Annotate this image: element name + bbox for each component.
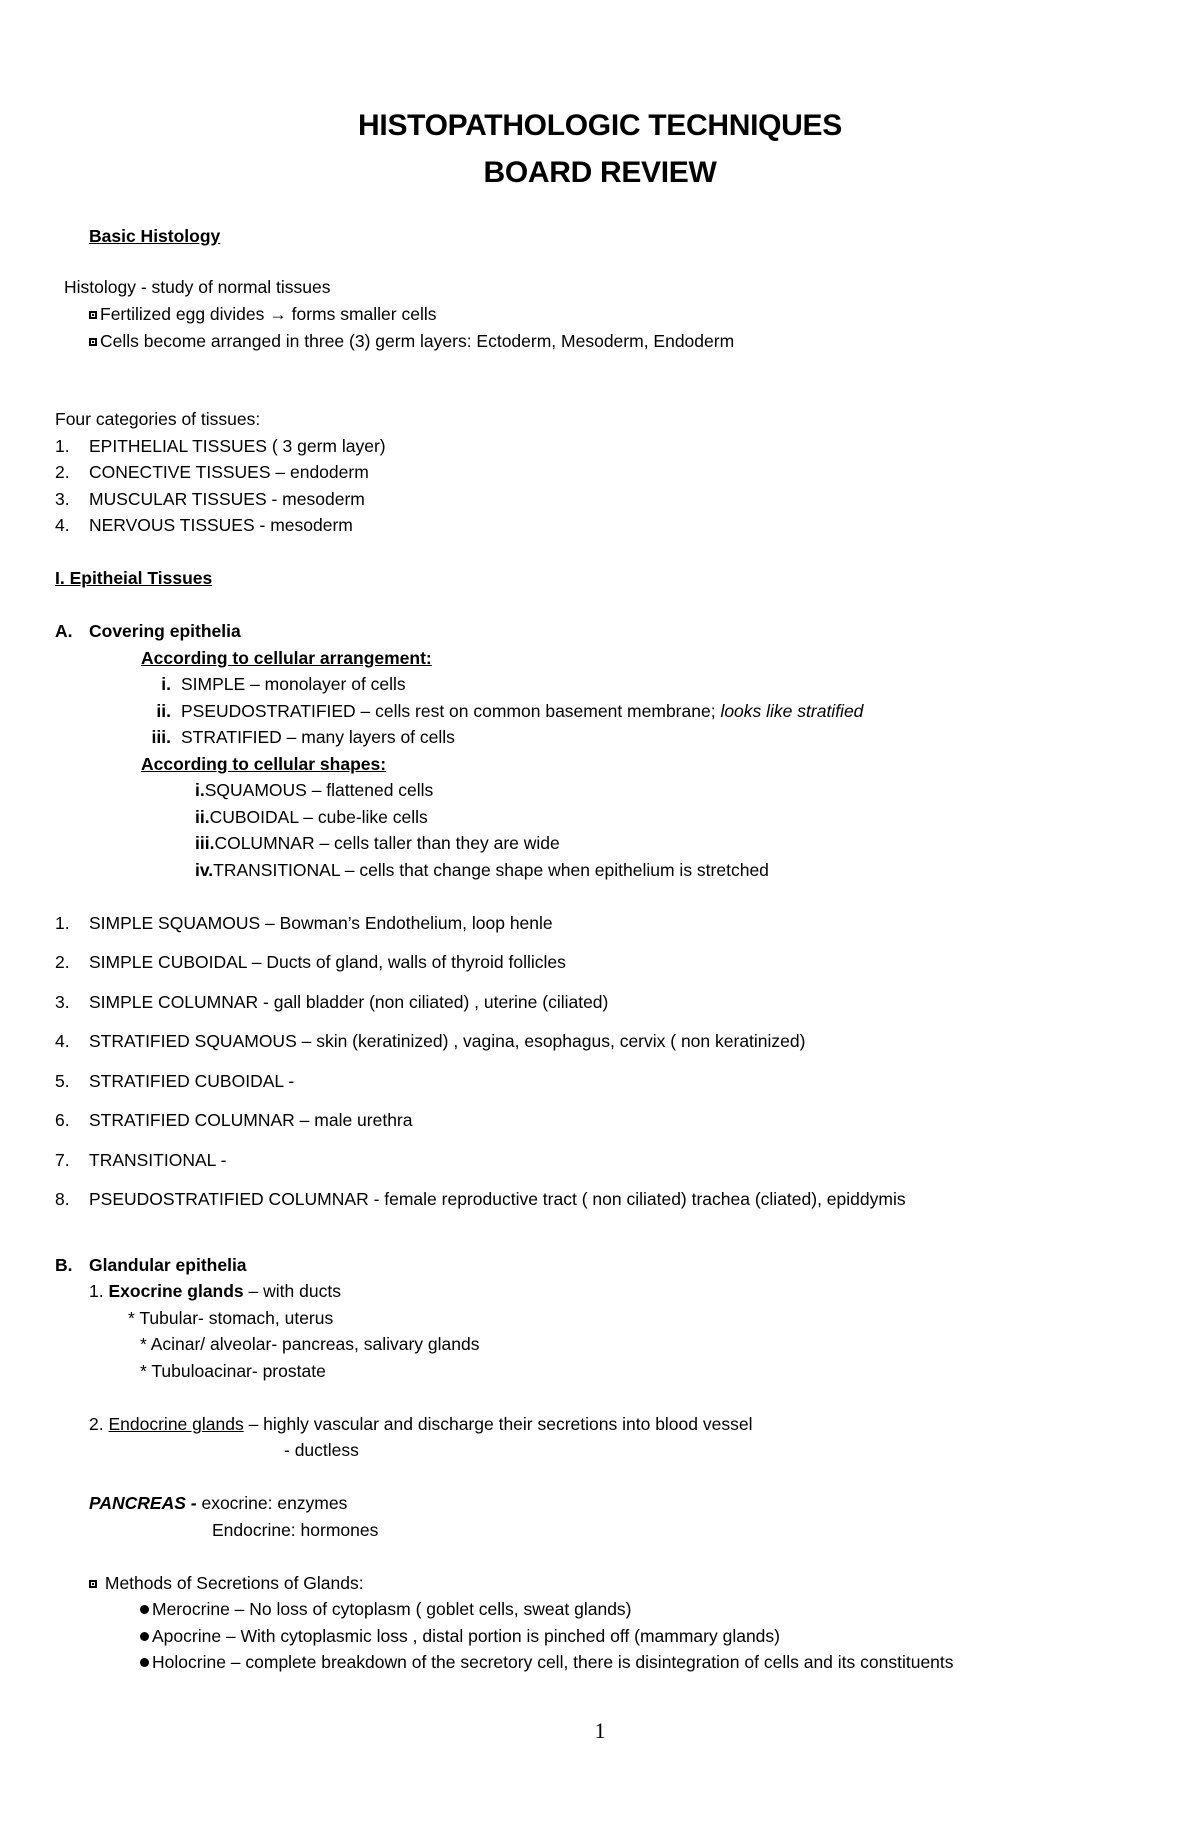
histology-definition: Histology - study of normal tissues	[64, 277, 331, 297]
epithelial-heading: I. Epitheial Tissues	[55, 568, 213, 588]
exocrine-item: * Tubular- stomach, uterus	[128, 1308, 334, 1328]
methods-heading: Methods of Secretions of Glands:	[89, 1572, 364, 1594]
page-number: 1	[594, 1718, 606, 1743]
pancreas-exocrine: PANCREAS - exocrine: enzymes	[89, 1493, 348, 1513]
pancreas-endocrine: Endocrine: hormones	[212, 1520, 379, 1540]
shape-item: i.SQUAMOUS – flattened cells	[195, 780, 434, 800]
exocrine-glands: 1. Exocrine glands – with ducts	[89, 1281, 341, 1301]
epithelium-type: 4. STRATIFIED SQUAMOUS – skin (keratinized) , vagina, esophagus, cervix ( non keratinized)	[55, 1031, 806, 1051]
epithelium-type: 1. SIMPLE SQUAMOUS – Bowman’s Endothelium, loop henle	[55, 913, 553, 933]
categories-intro: Four categories of tissues:	[55, 409, 261, 429]
shape-item: ii.CUBOIDAL – cube-like cells	[195, 807, 428, 827]
glandular-epithelia-heading: B. Glandular epithelia	[55, 1255, 247, 1275]
square-bullet-icon	[89, 338, 97, 346]
category-item: 1. EPITHELIAL TISSUES ( 3 germ layer)	[55, 436, 386, 456]
round-bullet-icon	[140, 1632, 149, 1641]
shape-item: iv.TRANSITIONAL – cells that change shape when epithelium is stretched	[195, 860, 769, 880]
exocrine-item: * Tubuloacinar- prostate	[140, 1361, 326, 1381]
arrangement-item: i. SIMPLE – monolayer of cells	[161, 674, 406, 694]
endocrine-glands: 2. Endocrine glands – highly vascular and discharge their secretions into blood vessel	[89, 1414, 753, 1434]
method-item: Apocrine – With cytoplasmic loss , distal portion is pinched off (mammary glands)	[140, 1625, 780, 1647]
square-bullet-icon	[89, 311, 97, 319]
arrangement-item: iii. STRATIFIED – many layers of cells	[151, 727, 455, 747]
epithelium-type: 8. PSEUDOSTRATIFIED COLUMNAR - female reproductive tract ( non ciliated) trachea (cliated), epiddymis	[55, 1189, 906, 1209]
epithelium-type: 2. SIMPLE CUBOIDAL – Ducts of gland, walls of thyroid follicles	[55, 952, 566, 972]
epithelium-type: 7. TRANSITIONAL -	[55, 1150, 227, 1170]
exocrine-item: * Acinar/ alveolar- pancreas, salivary glands	[140, 1334, 480, 1354]
category-item: 4. NERVOUS TISSUES - mesoderm	[55, 515, 353, 535]
round-bullet-icon	[140, 1605, 149, 1614]
epithelium-type: 6. STRATIFIED COLUMNAR – male urethra	[55, 1110, 413, 1130]
method-item: Holocrine – complete breakdown of the secretory cell, there is disintegration of cells and its constituents	[140, 1651, 954, 1673]
epithelium-type: 3. SIMPLE COLUMNAR - gall bladder (non ciliated) , uterine (ciliated)	[55, 992, 609, 1012]
epithelium-type: 5. STRATIFIED CUBOIDAL -	[55, 1071, 295, 1091]
category-item: 2. CONECTIVE TISSUES – endoderm	[55, 462, 369, 482]
covering-epithelia-heading: A. Covering epithelia	[55, 621, 241, 641]
document-title: HISTOPATHOLOGIC TECHNIQUES	[358, 109, 842, 142]
basic-histology-heading: Basic Histology	[89, 226, 221, 246]
category-item: 3. MUSCULAR TISSUES - mesoderm	[55, 489, 365, 509]
endocrine-ductless: - ductless	[284, 1440, 359, 1460]
arrangement-heading: According to cellular arrangement:	[141, 648, 432, 668]
shapes-heading: According to cellular shapes:	[141, 754, 387, 774]
bullet-fertilized-egg: Fertilized egg divides → forms smaller cells	[89, 303, 437, 325]
square-bullet-icon	[89, 1580, 97, 1588]
document-subtitle: BOARD REVIEW	[483, 156, 717, 189]
arrangement-item: ii. PSEUDOSTRATIFIED – cells rest on common basement membrane; looks like stratified	[156, 701, 864, 721]
round-bullet-icon	[140, 1658, 149, 1667]
method-item: Merocrine – No loss of cytoplasm ( goblet cells, sweat glands)	[140, 1598, 632, 1620]
shape-item: iii.COLUMNAR – cells taller than they are wide	[195, 833, 560, 853]
bullet-germ-layers: Cells become arranged in three (3) germ layers: Ectoderm, Mesoderm, Endoderm	[89, 330, 734, 352]
right-arrow-icon: →	[269, 304, 287, 324]
